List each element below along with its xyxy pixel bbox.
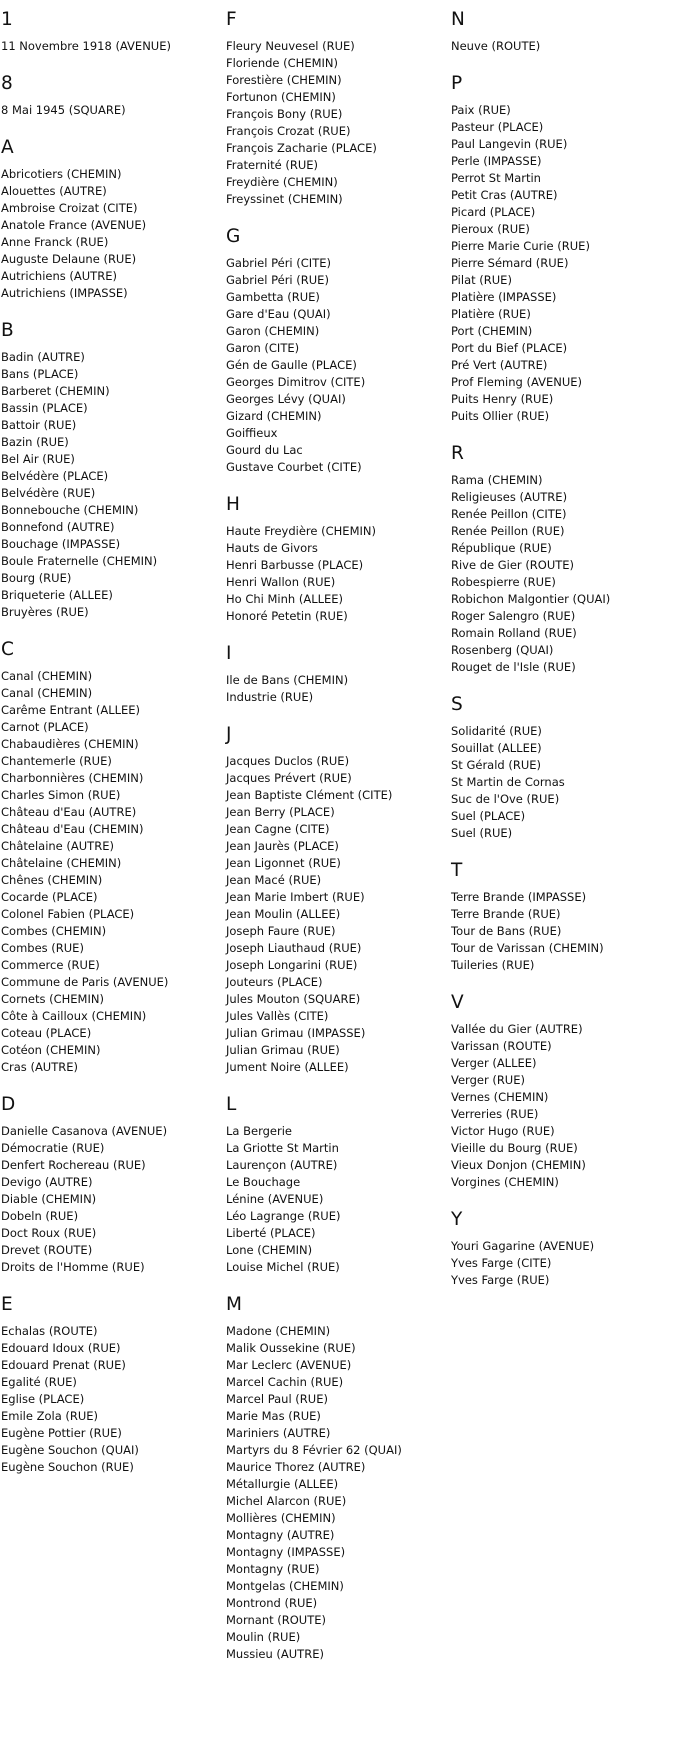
- letter-group: [1, 1293, 219, 1476]
- letter-group: [451, 1208, 673, 1289]
- street-item: Martyrs du 8 Février 62 (QUAI): [226, 1443, 402, 1457]
- letter-group: [226, 8, 448, 208]
- street-item: Platière (IMPASSE): [451, 290, 557, 304]
- street-item: Mornant (ROUTE): [226, 1613, 326, 1627]
- street-list: [226, 38, 448, 208]
- street-list: [226, 523, 448, 625]
- street-item: Briqueterie (ALLEE): [1, 588, 113, 602]
- street-item: Souillat (ALLEE): [451, 741, 542, 755]
- street-item: Yves Farge (RUE): [451, 1273, 550, 1287]
- letter-heading: R: [451, 443, 464, 464]
- street-item: Jean Berry (PLACE): [226, 805, 335, 819]
- street-item: Lénine (AVENUE): [226, 1192, 324, 1206]
- street-list: [451, 102, 673, 425]
- street-item: Pasteur (PLACE): [451, 120, 544, 134]
- street-item: Rouget de l'Isle (RUE): [451, 660, 576, 674]
- street-item: Cocarde (PLACE): [1, 890, 98, 904]
- street-item: Denfert Rochereau (RUE): [1, 1158, 146, 1172]
- street-item: Auguste Delaune (RUE): [1, 252, 137, 266]
- letter-heading: S: [451, 694, 463, 715]
- letter-heading: I: [226, 643, 232, 664]
- street-item: Gambetta (RUE): [226, 290, 320, 304]
- street-item: Jean Baptiste Clément (CITE): [226, 788, 393, 802]
- street-item: Pilat (RUE): [451, 273, 512, 287]
- street-item: Floriende (CHEMIN): [226, 56, 338, 70]
- street-item: Ambroise Croizat (CITE): [1, 201, 138, 215]
- street-item: Vieux Donjon (CHEMIN): [451, 1158, 586, 1172]
- street-item: Montagny (RUE): [226, 1562, 320, 1576]
- street-item: Lone (CHEMIN): [226, 1243, 313, 1257]
- street-item: Egalité (RUE): [1, 1375, 77, 1389]
- street-item: Eugène Souchon (RUE): [1, 1460, 134, 1474]
- street-item: Joseph Longarini (RUE): [226, 958, 358, 972]
- street-item: Julian Grimau (RUE): [226, 1043, 340, 1057]
- street-item: Malik Oussekine (RUE): [226, 1341, 356, 1355]
- letter-group: [451, 991, 673, 1191]
- street-item: Vieille du Bourg (RUE): [451, 1141, 578, 1155]
- street-item: Rive de Gier (ROUTE): [451, 558, 575, 572]
- street-item: Ile de Bans (CHEMIN): [226, 673, 349, 687]
- street-item: Chantemerle (RUE): [1, 754, 112, 768]
- street-item: Combes (CHEMIN): [1, 924, 107, 938]
- street-item: Canal (CHEMIN): [1, 669, 93, 683]
- street-item: Coteau (PLACE): [1, 1026, 92, 1040]
- street-item: La Griotte St Martin: [226, 1141, 339, 1155]
- letter-heading: G: [226, 226, 241, 247]
- street-item: Gizard (CHEMIN): [226, 409, 322, 423]
- street-item: Badin (AUTRE): [1, 350, 85, 364]
- street-item: Chênes (CHEMIN): [1, 873, 103, 887]
- street-item: Solidarité (RUE): [451, 724, 542, 738]
- letter-heading: J: [226, 724, 232, 745]
- street-list: [226, 1123, 448, 1276]
- street-item: Jument Noire (ALLEE): [226, 1060, 349, 1074]
- street-item: Montagny (IMPASSE): [226, 1545, 346, 1559]
- street-list: [451, 889, 673, 974]
- street-item: Bonnebouche (CHEMIN): [1, 503, 139, 517]
- street-item: Gabriel Péri (RUE): [226, 273, 329, 287]
- street-item: Gabriel Péri (CITE): [226, 256, 331, 270]
- letter-group: [451, 442, 673, 676]
- letter-group: [1, 8, 219, 55]
- street-item: Bassin (PLACE): [1, 401, 88, 415]
- letter-heading: F: [226, 9, 237, 30]
- street-item: Barberet (CHEMIN): [1, 384, 110, 398]
- street-item: Bel Air (RUE): [1, 452, 75, 466]
- street-list: [226, 672, 448, 706]
- street-item: Haute Freydière (CHEMIN): [226, 524, 376, 538]
- letter-group: [226, 225, 448, 476]
- street-item: Autrichiens (AUTRE): [1, 269, 117, 283]
- street-item: Echalas (ROUTE): [1, 1324, 98, 1338]
- street-item: Edouard Idoux (RUE): [1, 1341, 121, 1355]
- street-item: Battoir (RUE): [1, 418, 77, 432]
- street-item: Pierre Sémard (RUE): [451, 256, 569, 270]
- letter-heading: B: [1, 320, 14, 341]
- street-item: Marie Mas (RUE): [226, 1409, 321, 1423]
- street-item: Youri Gagarine (AVENUE): [451, 1239, 595, 1253]
- street-item: Ho Chi Minh (ALLEE): [226, 592, 344, 606]
- street-item: Forestière (CHEMIN): [226, 73, 342, 87]
- street-item: Emile Zola (RUE): [1, 1409, 99, 1423]
- street-item: Petit Cras (AUTRE): [451, 188, 558, 202]
- street-item: Jules Vallès (CITE): [226, 1009, 329, 1023]
- street-item: Freydière (CHEMIN): [226, 175, 338, 189]
- street-item: Joseph Faure (RUE): [226, 924, 336, 938]
- street-item: Charles Simon (RUE): [1, 788, 121, 802]
- street-item: Gustave Courbet (CITE): [226, 460, 362, 474]
- street-item: Renée Peillon (CITE): [451, 507, 567, 521]
- street-item: Tour de Bans (RUE): [451, 924, 562, 938]
- street-item: Bourg (RUE): [1, 571, 72, 585]
- street-item: Perle (IMPASSE): [451, 154, 542, 168]
- street-item: Verger (RUE): [451, 1073, 525, 1087]
- street-item: Jean Macé (RUE): [226, 873, 322, 887]
- street-item: Charbonnières (CHEMIN): [1, 771, 144, 785]
- street-column-2: [226, 0, 448, 1680]
- street-item: Château d'Eau (AUTRE): [1, 805, 137, 819]
- letter-heading: Y: [451, 1209, 463, 1230]
- street-item: Neuve (ROUTE): [451, 39, 541, 53]
- street-item: Bazin (RUE): [1, 435, 69, 449]
- letter-group: [1, 136, 219, 302]
- street-item: République (RUE): [451, 541, 552, 555]
- street-item: Fraternité (RUE): [226, 158, 319, 172]
- street-item: Jean Cagne (CITE): [226, 822, 330, 836]
- letter-heading: C: [1, 639, 14, 660]
- street-column-3: [451, 0, 673, 1306]
- letter-group: [451, 72, 673, 425]
- street-item: Renée Peillon (RUE): [451, 524, 565, 538]
- street-item: Dobeln (RUE): [1, 1209, 79, 1223]
- street-item: Châtelaine (CHEMIN): [1, 856, 122, 870]
- street-item: Bruyères (RUE): [1, 605, 89, 619]
- street-item: Eugène Souchon (QUAI): [1, 1443, 139, 1457]
- street-item: Puits Ollier (RUE): [451, 409, 550, 423]
- street-item: La Bergerie: [226, 1124, 292, 1138]
- street-list: [1, 668, 219, 1076]
- street-item: Carême Entrant (ALLEE): [1, 703, 141, 717]
- street-item: Alouettes (AUTRE): [1, 184, 107, 198]
- street-item: Gourd du Lac: [226, 443, 303, 457]
- street-item: Bans (PLACE): [1, 367, 79, 381]
- street-item: Suel (PLACE): [451, 809, 526, 823]
- street-item: Cotéon (CHEMIN): [1, 1043, 101, 1057]
- street-item: Jacques Duclos (RUE): [226, 754, 350, 768]
- letter-group: [1, 638, 219, 1076]
- letter-group: [451, 693, 673, 842]
- street-item: Colonel Fabien (PLACE): [1, 907, 135, 921]
- street-list: [451, 723, 673, 842]
- letter-group: [226, 1293, 448, 1663]
- street-item: Liberté (PLACE): [226, 1226, 316, 1240]
- street-item: Anne Franck (RUE): [1, 235, 109, 249]
- street-item: Marcel Cachin (RUE): [226, 1375, 344, 1389]
- street-item: Garon (CITE): [226, 341, 300, 355]
- street-item: Belvédère (PLACE): [1, 469, 109, 483]
- letter-group: [1, 72, 219, 119]
- street-item: Tuileries (RUE): [451, 958, 535, 972]
- letter-heading: 8: [1, 73, 13, 94]
- street-item: Château d'Eau (CHEMIN): [1, 822, 144, 836]
- street-item: Vorgines (CHEMIN): [451, 1175, 559, 1189]
- letter-group: [451, 859, 673, 974]
- letter-heading: M: [226, 1294, 242, 1315]
- street-item: Cras (AUTRE): [1, 1060, 78, 1074]
- letter-heading: L: [226, 1094, 237, 1115]
- street-item: Terre Brande (RUE): [451, 907, 561, 921]
- letter-heading: E: [1, 1294, 13, 1315]
- letter-group: [226, 493, 448, 625]
- street-item: Prof Fleming (AVENUE): [451, 375, 582, 389]
- street-item: Carnot (PLACE): [1, 720, 89, 734]
- street-item: Gén de Gaulle (PLACE): [226, 358, 357, 372]
- letter-heading: H: [226, 494, 240, 515]
- street-item: Belvédère (RUE): [1, 486, 96, 500]
- street-item: Robespierre (RUE): [451, 575, 556, 589]
- street-item: Autrichiens (IMPASSE): [1, 286, 128, 300]
- street-item: Droits de l'Homme (RUE): [1, 1260, 145, 1274]
- street-item: Canal (CHEMIN): [1, 686, 93, 700]
- street-item: Fleury Neuvesel (RUE): [226, 39, 355, 53]
- street-item: François Zacharie (PLACE): [226, 141, 377, 155]
- street-item: Pieroux (RUE): [451, 222, 530, 236]
- street-list: [451, 38, 673, 55]
- street-item: Jean Marie Imbert (RUE): [226, 890, 365, 904]
- street-item: Doct Roux (RUE): [1, 1226, 97, 1240]
- street-item: Verreries (RUE): [451, 1107, 539, 1121]
- street-item: Robichon Malgontier (QUAI): [451, 592, 611, 606]
- street-item: Jules Mouton (SQUARE): [226, 992, 361, 1006]
- street-item: Paix (RUE): [451, 103, 511, 117]
- street-item: Commerce (RUE): [1, 958, 100, 972]
- letter-heading: A: [1, 137, 14, 158]
- street-item: Suel (RUE): [451, 826, 513, 840]
- street-item: 11 Novembre 1918 (AVENUE): [1, 39, 171, 53]
- street-item: Platière (RUE): [451, 307, 531, 321]
- street-item: Jacques Prévert (RUE): [226, 771, 352, 785]
- letter-heading: P: [451, 73, 463, 94]
- street-item: Suc de l'Ove (RUE): [451, 792, 560, 806]
- letter-heading: 1: [1, 9, 13, 30]
- letter-heading: V: [451, 992, 464, 1013]
- street-item: Jouteurs (PLACE): [226, 975, 323, 989]
- street-item: Verger (ALLEE): [451, 1056, 537, 1070]
- street-item: 8 Mai 1945 (SQUARE): [1, 103, 126, 117]
- letter-heading: T: [451, 860, 463, 881]
- street-item: Montagny (AUTRE): [226, 1528, 335, 1542]
- street-list: [1, 166, 219, 302]
- street-item: Port du Bief (PLACE): [451, 341, 568, 355]
- letter-group: [451, 8, 673, 55]
- street-item: Terre Brande (IMPASSE): [451, 890, 587, 904]
- street-item: Bouchage (IMPASSE): [1, 537, 121, 551]
- street-item: Pierre Marie Curie (RUE): [451, 239, 590, 253]
- street-item: Paul Langevin (RUE): [451, 137, 568, 151]
- street-item: Drevet (ROUTE): [1, 1243, 93, 1257]
- street-list: [1, 1123, 219, 1276]
- street-item: Mussieu (AUTRE): [226, 1647, 324, 1661]
- street-list: [1, 102, 219, 119]
- street-item: Picard (PLACE): [451, 205, 536, 219]
- street-item: St Martin de Cornas: [451, 775, 565, 789]
- letter-group: [1, 319, 219, 621]
- street-item: Roger Salengro (RUE): [451, 609, 576, 623]
- street-item: Goiffieux: [226, 426, 278, 440]
- street-list: [226, 255, 448, 476]
- street-item: Jean Ligonnet (RUE): [226, 856, 341, 870]
- street-item: Montrond (RUE): [226, 1596, 318, 1610]
- street-item: Léo Lagrange (RUE): [226, 1209, 341, 1223]
- street-list: [226, 753, 448, 1076]
- street-item: Boule Fraternelle (CHEMIN): [1, 554, 158, 568]
- street-item: Côte à Cailloux (CHEMIN): [1, 1009, 147, 1023]
- street-list: [1, 1323, 219, 1476]
- street-item: Jean Moulin (ALLEE): [226, 907, 341, 921]
- letter-group: [226, 1093, 448, 1276]
- street-item: Métallurgie (ALLEE): [226, 1477, 339, 1491]
- street-item: Rama (CHEMIN): [451, 473, 543, 487]
- street-item: Bonnefond (AUTRE): [1, 520, 115, 534]
- street-item: Romain Rolland (RUE): [451, 626, 577, 640]
- letter-group: [1, 1093, 219, 1276]
- street-item: Georges Dimitrov (CITE): [226, 375, 366, 389]
- street-item: Devigo (AUTRE): [1, 1175, 93, 1189]
- street-item: François Bony (RUE): [226, 107, 343, 121]
- letter-heading: N: [451, 9, 465, 30]
- street-item: Honoré Petetin (RUE): [226, 609, 348, 623]
- street-item: Eugène Pottier (RUE): [1, 1426, 122, 1440]
- street-item: Abricotiers (CHEMIN): [1, 167, 122, 181]
- street-item: Madone (CHEMIN): [226, 1324, 331, 1338]
- street-item: Maurice Thorez (AUTRE): [226, 1460, 366, 1474]
- street-item: François Crozat (RUE): [226, 124, 351, 138]
- street-item: Pré Vert (AUTRE): [451, 358, 548, 372]
- street-item: Moulin (RUE): [226, 1630, 301, 1644]
- street-item: Marcel Paul (RUE): [226, 1392, 328, 1406]
- street-list: [451, 1021, 673, 1191]
- street-list: [226, 1323, 448, 1663]
- street-item: Religieuses (AUTRE): [451, 490, 568, 504]
- street-item: Hauts de Givors: [226, 541, 318, 555]
- letter-heading: D: [1, 1094, 16, 1115]
- street-item: Perrot St Martin: [451, 171, 541, 185]
- street-item: Le Bouchage: [226, 1175, 301, 1189]
- street-item: Puits Henry (RUE): [451, 392, 554, 406]
- street-item: Mollières (CHEMIN): [226, 1511, 336, 1525]
- street-item: Cornets (CHEMIN): [1, 992, 104, 1006]
- street-list: [451, 1238, 673, 1289]
- street-item: Rosenberg (QUAI): [451, 643, 554, 657]
- street-column-1: [1, 0, 219, 1493]
- street-item: Julian Grimau (IMPASSE): [226, 1026, 366, 1040]
- street-item: Joseph Liauthaud (RUE): [226, 941, 362, 955]
- letter-group: [226, 642, 448, 706]
- street-item: Henri Wallon (RUE): [226, 575, 336, 589]
- street-item: Vernes (CHEMIN): [451, 1090, 549, 1104]
- street-item: Michel Alarcon (RUE): [226, 1494, 347, 1508]
- street-list: [1, 349, 219, 621]
- street-item: Tour de Varissan (CHEMIN): [451, 941, 604, 955]
- street-item: Châtelaine (AUTRE): [1, 839, 114, 853]
- street-item: Yves Farge (CITE): [451, 1256, 552, 1270]
- street-item: Anatole France (AVENUE): [1, 218, 147, 232]
- street-item: Mar Leclerc (AVENUE): [226, 1358, 352, 1372]
- street-item: Démocratie (RUE): [1, 1141, 105, 1155]
- street-item: St Gérald (RUE): [451, 758, 542, 772]
- street-list: [451, 472, 673, 676]
- street-item: Freyssinet (CHEMIN): [226, 192, 343, 206]
- street-item: Fortunon (CHEMIN): [226, 90, 336, 104]
- street-item: Combes (RUE): [1, 941, 84, 955]
- street-item: Diable (CHEMIN): [1, 1192, 97, 1206]
- street-item: Eglise (PLACE): [1, 1392, 85, 1406]
- letter-group: [226, 723, 448, 1076]
- street-item: Danielle Casanova (AVENUE): [1, 1124, 168, 1138]
- street-item: Gare d'Eau (QUAI): [226, 307, 331, 321]
- street-item: Industrie (RUE): [226, 690, 314, 704]
- street-item: Victor Hugo (RUE): [451, 1124, 555, 1138]
- street-item: Port (CHEMIN): [451, 324, 533, 338]
- street-item: Mariniers (AUTRE): [226, 1426, 331, 1440]
- street-item: Garon (CHEMIN): [226, 324, 320, 338]
- street-item: Chabaudières (CHEMIN): [1, 737, 139, 751]
- street-item: Montgelas (CHEMIN): [226, 1579, 344, 1593]
- street-list: [1, 38, 219, 55]
- street-item: Vallée du Gier (AUTRE): [451, 1022, 583, 1036]
- street-item: Laurençon (AUTRE): [226, 1158, 338, 1172]
- street-item: Commune de Paris (AVENUE): [1, 975, 169, 989]
- street-item: Jean Jaurès (PLACE): [226, 839, 339, 853]
- street-item: Varissan (ROUTE): [451, 1039, 552, 1053]
- street-item: Henri Barbusse (PLACE): [226, 558, 364, 572]
- street-item: Edouard Prenat (RUE): [1, 1358, 126, 1372]
- street-item: Georges Lévy (QUAI): [226, 392, 346, 406]
- street-item: Louise Michel (RUE): [226, 1260, 340, 1274]
